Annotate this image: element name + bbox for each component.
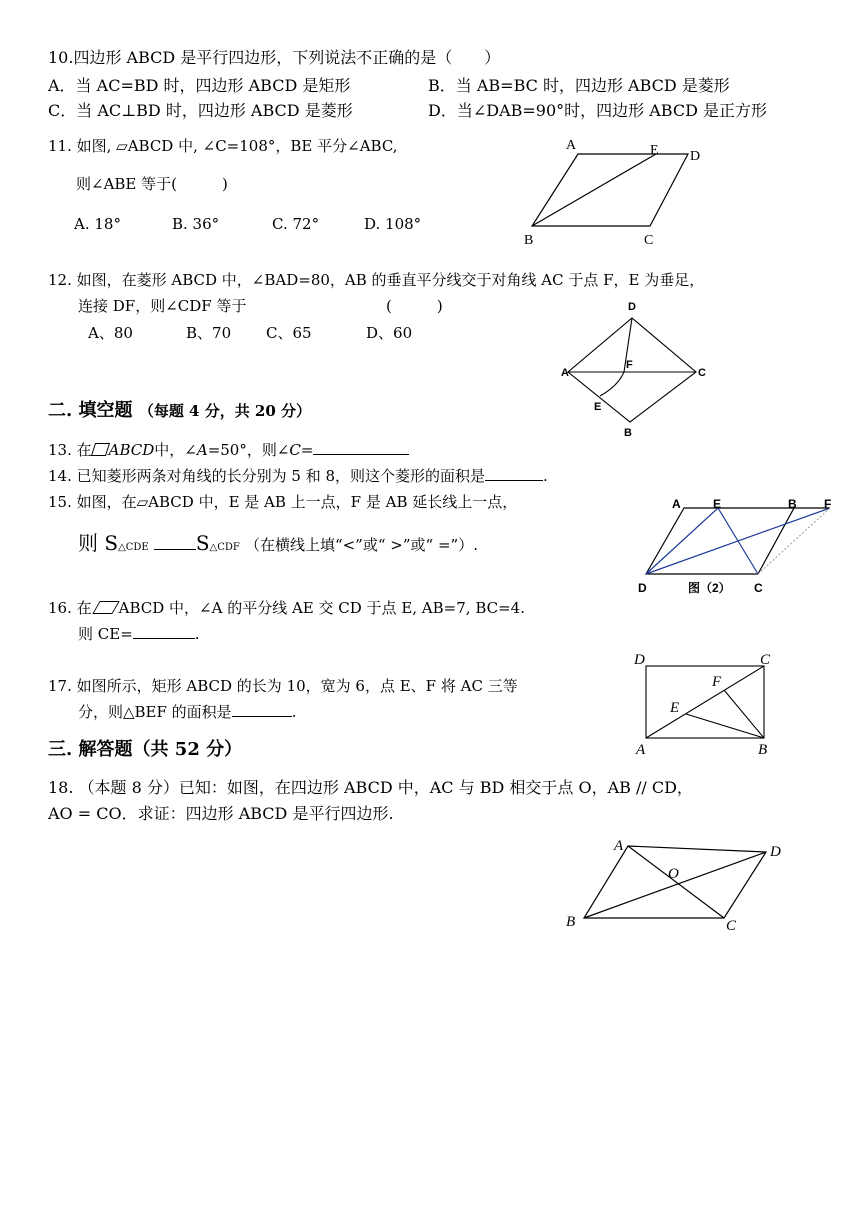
q17-label-a: A: [636, 742, 646, 758]
q18-quadrilateral-figure: [560, 836, 800, 940]
q17-text: 分，则△BEF 的面积是: [78, 703, 232, 721]
q10-option-c: C．当 AC⊥BD 时，四边形 ABCD 是菱形: [48, 101, 353, 120]
q13-middle: 中，∠: [154, 441, 197, 459]
q15-question: [78, 530, 478, 561]
q11-option-d: D. 108°: [364, 215, 422, 233]
q13-prefix: 13. 在: [48, 441, 92, 459]
q18-label-o: O: [668, 866, 679, 882]
q11-option-a: A. 18°: [74, 215, 121, 233]
q11-label-c: C: [644, 233, 654, 248]
q13-figure-name: ABCD: [108, 441, 155, 459]
q10-stem: 10.四边形 ABCD 是平行四边形，下列说法不正确的是（ ）: [48, 48, 501, 67]
q12-option-c: C、65: [266, 324, 312, 342]
q11-label-a: A: [566, 138, 577, 153]
q12-stem: 12. 如图，在菱形 ABCD 中，∠BAD=80，AB 的垂直平分线交于对角线 AC 于点 F，E 为垂足，: [48, 271, 705, 289]
q17-label-e: E: [670, 700, 680, 716]
q12-label-c: C: [698, 367, 706, 379]
q16-ce: 则 CE=: [78, 625, 133, 643]
q13-angle-c: C: [289, 441, 301, 459]
q17-label-f: F: [712, 674, 722, 690]
q13-value: =50°，则∠: [207, 441, 290, 459]
q15-stem: 15. 如图，在▱ABCD 中，E 是 AB 上一点，F 是 AB 延长线上一点，: [48, 493, 518, 511]
q13-answer-blank[interactable]: [313, 440, 409, 455]
q16-question: [78, 624, 200, 644]
q11-stem: 11. 如图, ▱ABCD 中, ∠C=108°，BE 平分∠ABC,: [48, 137, 398, 155]
q12-rhombus-figure: [558, 298, 718, 443]
q15-sub-cdf: △CDF: [209, 542, 240, 553]
q15-sub-cde: △CDE: [118, 542, 149, 553]
q11-option-c: C. 72°: [272, 215, 320, 233]
q12-label-e: E: [594, 401, 602, 413]
q10-option-d: D．当∠DAB=90°时，四边形 ABCD 是正方形: [428, 101, 767, 120]
q15-answer-blank[interactable]: [154, 535, 196, 550]
q17-label-c: C: [760, 652, 771, 668]
q17-answer-blank[interactable]: [232, 702, 292, 717]
q11-option-b: B. 36°: [172, 215, 220, 233]
q14-answer-blank[interactable]: [485, 466, 543, 481]
q13-angle-a: A: [196, 441, 208, 459]
q15-label-a: A: [672, 497, 681, 511]
q15-label-b: B: [788, 497, 797, 511]
q13-line: [48, 440, 409, 460]
q15-label-c: C: [754, 581, 763, 595]
q11-label-d: D: [690, 149, 701, 164]
q12-question: 连接 DF，则∠CDF 等于: [78, 297, 247, 315]
q12-option-d: D、60: [366, 324, 413, 342]
q12-label-a: A: [561, 367, 569, 379]
parallelogram-icon: [91, 443, 110, 456]
q17-label-d: D: [634, 652, 645, 668]
q18-label-a: A: [614, 838, 624, 854]
q16-text: ABCD 中，∠A 的平分线 AE 交 CD 于点 E, AB=7, BC=4.: [118, 599, 525, 617]
q18-stem: 18. （本题 8 分）已知：如图，在四边形 ABCD 中，AC 与 BD 相交于点 O，AB // CD，: [48, 778, 693, 797]
q12-answer-paren: ( ): [386, 297, 443, 315]
q10-option-a: A．当 AC=BD 时，四边形 ABCD 是矩形: [48, 76, 351, 95]
section-2-points: （每题 4 分，共 20 分）: [138, 402, 312, 420]
q18-question: AO = CO．求证：四边形 ABCD 是平行四边形.: [48, 804, 394, 823]
section-2-title: 二. 填空题: [48, 400, 133, 421]
q16-end: .: [194, 625, 200, 643]
q14-line: [48, 466, 548, 486]
section-3-heading: 三. 解答题（共 52 分）: [48, 739, 243, 760]
q12-label-f: F: [626, 359, 633, 371]
q15-prefix: 则 S: [78, 531, 119, 555]
section-2-heading: [48, 401, 311, 421]
q17-stem: 17. 如图所示，矩形 ABCD 的长为 10，宽为 6，点 E、F 将 AC 三等: [48, 677, 518, 695]
q11-question: 则∠ABE 等于( ): [76, 175, 228, 193]
q10-option-b: B．当 AB=BC 时，四边形 ABCD 是菱形: [428, 76, 730, 95]
q16-answer-blank[interactable]: [133, 624, 195, 639]
q14-text: 14. 已知菱形两条对角线的长分别为 5 和 8，则这个菱形的面积是: [48, 467, 486, 485]
q12-option-b: B、70: [186, 324, 232, 342]
q14-end: .: [543, 467, 548, 485]
q11-label-b: B: [524, 233, 534, 248]
q15-label-e: E: [713, 497, 722, 511]
q17-question: [78, 702, 296, 722]
q15-parallelogram-figure: [634, 494, 839, 600]
q11-parallelogram-figure: [520, 134, 710, 254]
q18-label-b: B: [566, 914, 576, 930]
q18-label-d: D: [770, 844, 781, 860]
q17-end: .: [291, 703, 297, 721]
q15-s2: S: [195, 531, 210, 555]
q12-label-d: D: [628, 301, 636, 313]
q15-caption: 图（2）: [688, 581, 731, 595]
parallelogram-icon: [92, 601, 120, 614]
q12-label-b: B: [624, 427, 632, 439]
q15-hint: （在横线上填“<”或“ >”或“ =”）.: [244, 536, 478, 554]
q16-stem: [48, 598, 525, 618]
q13-equals: =: [300, 441, 314, 459]
q17-rectangle-figure: [632, 644, 782, 760]
q18-label-c: C: [726, 918, 737, 934]
q11-label-e: E: [650, 143, 659, 158]
q16-prefix: 16. 在: [48, 599, 92, 617]
q17-label-b: B: [758, 742, 768, 758]
q12-option-a: A、80: [88, 324, 133, 342]
q15-label-d: D: [638, 581, 647, 595]
q15-label-f: F: [824, 497, 832, 511]
